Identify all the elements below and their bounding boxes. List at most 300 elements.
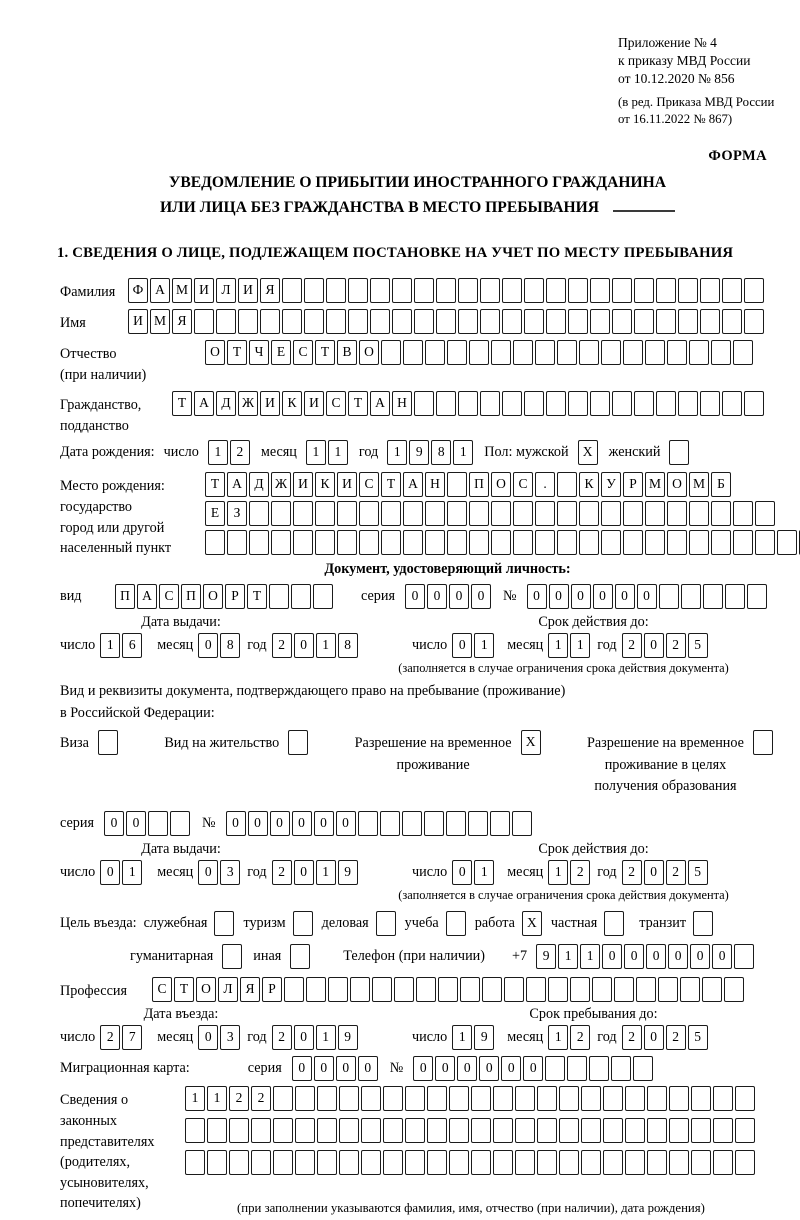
form-cell[interactable]: 2 <box>251 1086 271 1111</box>
form-cell[interactable]: П <box>469 472 489 497</box>
form-cell[interactable]: 1 <box>548 860 568 885</box>
form-cell[interactable]: 0 <box>104 811 124 836</box>
form-cell[interactable] <box>392 309 412 334</box>
form-cell[interactable] <box>380 811 400 836</box>
form-cell[interactable]: О <box>491 472 511 497</box>
form-cell[interactable] <box>515 1118 535 1143</box>
form-cell[interactable] <box>524 391 544 416</box>
birthplace-cells-row1[interactable] <box>205 472 800 497</box>
form-cell[interactable] <box>273 1118 293 1143</box>
form-cell[interactable] <box>502 278 522 303</box>
form-cell[interactable] <box>689 501 709 526</box>
form-cell[interactable]: 0 <box>549 584 569 609</box>
birthplace-cells-row2[interactable] <box>205 501 800 526</box>
profession-cells[interactable] <box>152 977 746 1002</box>
form-cell[interactable] <box>568 391 588 416</box>
purpose-tourism-checkbox[interactable] <box>293 911 313 936</box>
form-cell[interactable] <box>284 977 304 1002</box>
form-cell[interactable] <box>271 530 291 555</box>
form-cell[interactable] <box>471 1118 491 1143</box>
form-cell[interactable] <box>414 278 434 303</box>
form-cell[interactable] <box>425 501 445 526</box>
form-cell[interactable]: . <box>535 472 555 497</box>
form-cell[interactable] <box>711 340 731 365</box>
form-cell[interactable]: 0 <box>294 860 314 885</box>
form-cell[interactable] <box>313 584 333 609</box>
form-cell[interactable] <box>326 278 346 303</box>
form-cell[interactable]: Т <box>227 340 247 365</box>
form-cell[interactable]: 2 <box>570 860 590 885</box>
option-residence-permit-checkbox[interactable] <box>288 730 308 755</box>
form-cell[interactable] <box>436 278 456 303</box>
form-cell[interactable] <box>361 1118 381 1143</box>
form-cell[interactable] <box>358 811 378 836</box>
form-cell[interactable] <box>713 1118 733 1143</box>
expiry-year-cells[interactable] <box>622 633 710 658</box>
form-cell[interactable] <box>317 1086 337 1111</box>
form-cell[interactable]: А <box>194 391 214 416</box>
form-cell[interactable]: А <box>403 472 423 497</box>
form-cell[interactable] <box>645 340 665 365</box>
doc-series-cells[interactable] <box>405 584 493 609</box>
form-cell[interactable] <box>359 530 379 555</box>
form-cell[interactable]: 0 <box>501 1056 521 1081</box>
form-cell[interactable] <box>449 1118 469 1143</box>
form-cell[interactable]: 0 <box>270 811 290 836</box>
form-cell[interactable]: 2 <box>229 1086 249 1111</box>
form-cell[interactable] <box>227 530 247 555</box>
form-cell[interactable]: 8 <box>220 633 240 658</box>
form-cell[interactable] <box>403 340 423 365</box>
form-cell[interactable]: 1 <box>387 440 407 465</box>
form-cell[interactable] <box>348 309 368 334</box>
representatives-cells-row2[interactable] <box>185 1118 757 1143</box>
form-cell[interactable]: 0 <box>358 1056 378 1081</box>
purpose-study-checkbox[interactable] <box>446 911 466 936</box>
doc-number-cells[interactable] <box>527 584 769 609</box>
birth-day-cells[interactable] <box>208 440 252 465</box>
form-cell[interactable]: 2 <box>272 860 292 885</box>
form-cell[interactable]: 0 <box>452 633 472 658</box>
residence-expiry-day-cells[interactable] <box>452 860 496 885</box>
form-cell[interactable]: Т <box>174 977 194 1002</box>
form-cell[interactable] <box>482 977 502 1002</box>
form-cell[interactable]: 1 <box>208 440 228 465</box>
form-cell[interactable] <box>645 530 665 555</box>
form-cell[interactable] <box>205 530 225 555</box>
form-cell[interactable] <box>601 340 621 365</box>
form-cell[interactable] <box>755 501 775 526</box>
form-cell[interactable]: 2 <box>100 1025 120 1050</box>
form-cell[interactable] <box>293 501 313 526</box>
form-cell[interactable]: П <box>181 584 201 609</box>
form-cell[interactable]: 1 <box>185 1086 205 1111</box>
form-cell[interactable] <box>647 1086 667 1111</box>
form-cell[interactable] <box>557 501 577 526</box>
option-temp-residence-education-checkbox[interactable] <box>753 730 773 755</box>
residence-issue-month-cells[interactable] <box>198 860 242 885</box>
form-cell[interactable] <box>416 977 436 1002</box>
form-cell[interactable]: К <box>315 472 335 497</box>
form-cell[interactable] <box>557 340 577 365</box>
form-cell[interactable] <box>304 309 324 334</box>
form-cell[interactable] <box>273 1086 293 1111</box>
form-cell[interactable]: Я <box>172 309 192 334</box>
form-cell[interactable] <box>381 501 401 526</box>
form-cell[interactable]: М <box>645 472 665 497</box>
form-cell[interactable] <box>568 309 588 334</box>
form-cell[interactable]: 0 <box>712 944 732 969</box>
form-cell[interactable]: Б <box>711 472 731 497</box>
form-cell[interactable] <box>458 309 478 334</box>
form-cell[interactable] <box>185 1118 205 1143</box>
form-cell[interactable] <box>392 278 412 303</box>
entry-year-cells[interactable] <box>272 1025 360 1050</box>
form-cell[interactable]: 1 <box>548 1025 568 1050</box>
form-cell[interactable]: 0 <box>452 860 472 885</box>
form-cell[interactable] <box>667 501 687 526</box>
form-cell[interactable] <box>260 309 280 334</box>
form-cell[interactable]: 3 <box>220 860 240 885</box>
form-cell[interactable] <box>678 278 698 303</box>
residence-expiry-year-cells[interactable] <box>622 860 710 885</box>
form-cell[interactable] <box>513 530 533 555</box>
form-cell[interactable]: 1 <box>452 1025 472 1050</box>
form-cell[interactable] <box>512 811 532 836</box>
form-cell[interactable] <box>656 391 676 416</box>
form-cell[interactable] <box>370 278 390 303</box>
form-cell[interactable] <box>361 1086 381 1111</box>
form-cell[interactable]: 1 <box>548 633 568 658</box>
form-cell[interactable] <box>295 1118 315 1143</box>
form-cell[interactable]: 0 <box>615 584 635 609</box>
form-cell[interactable] <box>537 1118 557 1143</box>
form-cell[interactable]: 0 <box>457 1056 477 1081</box>
form-cell[interactable]: К <box>579 472 599 497</box>
form-cell[interactable] <box>491 501 511 526</box>
purpose-official-checkbox[interactable] <box>214 911 234 936</box>
form-cell[interactable] <box>317 1118 337 1143</box>
form-cell[interactable] <box>581 1118 601 1143</box>
form-cell[interactable] <box>447 501 467 526</box>
form-cell[interactable]: 0 <box>198 1025 218 1050</box>
form-cell[interactable]: 0 <box>644 633 664 658</box>
form-cell[interactable] <box>372 977 392 1002</box>
form-cell[interactable]: 0 <box>427 584 447 609</box>
form-cell[interactable]: А <box>137 584 157 609</box>
form-cell[interactable]: Л <box>218 977 238 1002</box>
form-cell[interactable] <box>251 1118 271 1143</box>
form-cell[interactable]: Ж <box>238 391 258 416</box>
form-cell[interactable] <box>480 278 500 303</box>
mc-series-cells[interactable] <box>292 1056 380 1081</box>
form-cell[interactable]: 0 <box>471 584 491 609</box>
form-cell[interactable] <box>581 1086 601 1111</box>
form-cell[interactable]: 0 <box>646 944 666 969</box>
form-cell[interactable] <box>339 1086 359 1111</box>
stay-month-cells[interactable] <box>548 1025 592 1050</box>
form-cell[interactable] <box>249 530 269 555</box>
form-cell[interactable] <box>348 278 368 303</box>
form-cell[interactable]: 0 <box>527 584 547 609</box>
form-cell[interactable]: Е <box>271 340 291 365</box>
form-cell[interactable]: 9 <box>409 440 429 465</box>
form-cell[interactable]: 1 <box>316 1025 336 1050</box>
surname-cells[interactable] <box>128 278 766 303</box>
issue-day-cells[interactable] <box>100 633 144 658</box>
form-cell[interactable]: С <box>326 391 346 416</box>
form-cell[interactable]: 5 <box>688 860 708 885</box>
form-cell[interactable] <box>469 530 489 555</box>
form-cell[interactable]: Д <box>249 472 269 497</box>
form-cell[interactable]: 2 <box>666 860 686 885</box>
form-cell[interactable] <box>689 340 709 365</box>
form-cell[interactable] <box>513 501 533 526</box>
form-cell[interactable]: 0 <box>523 1056 543 1081</box>
form-cell[interactable] <box>590 309 610 334</box>
form-cell[interactable] <box>315 530 335 555</box>
form-cell[interactable]: 0 <box>292 811 312 836</box>
form-cell[interactable] <box>603 1086 623 1111</box>
form-cell[interactable]: И <box>293 472 313 497</box>
form-cell[interactable]: И <box>337 472 357 497</box>
form-cell[interactable] <box>735 1086 755 1111</box>
form-cell[interactable]: Т <box>247 584 267 609</box>
form-cell[interactable]: А <box>370 391 390 416</box>
form-cell[interactable] <box>304 278 324 303</box>
form-cell[interactable] <box>546 391 566 416</box>
form-cell[interactable] <box>427 1086 447 1111</box>
form-cell[interactable]: Р <box>262 977 282 1002</box>
form-cell[interactable] <box>733 530 753 555</box>
form-cell[interactable]: У <box>601 472 621 497</box>
form-cell[interactable]: Т <box>205 472 225 497</box>
form-cell[interactable] <box>502 309 522 334</box>
form-cell[interactable] <box>427 1118 447 1143</box>
stay-year-cells[interactable] <box>622 1025 710 1050</box>
purpose-transit-checkbox[interactable] <box>693 911 713 936</box>
birth-month-cells[interactable] <box>306 440 350 465</box>
form-cell[interactable] <box>667 530 687 555</box>
form-cell[interactable]: 0 <box>336 1056 356 1081</box>
form-cell[interactable] <box>678 309 698 334</box>
form-cell[interactable] <box>447 530 467 555</box>
form-cell[interactable]: 1 <box>580 944 600 969</box>
form-cell[interactable]: 0 <box>100 860 120 885</box>
form-cell[interactable]: 2 <box>272 633 292 658</box>
form-cell[interactable]: К <box>282 391 302 416</box>
form-cell[interactable] <box>446 811 466 836</box>
form-cell[interactable]: 1 <box>570 633 590 658</box>
form-cell[interactable] <box>559 1086 579 1111</box>
form-cell[interactable] <box>669 1086 689 1111</box>
form-cell[interactable]: М <box>150 309 170 334</box>
form-cell[interactable] <box>502 391 522 416</box>
form-cell[interactable]: 1 <box>207 1086 227 1111</box>
form-cell[interactable]: 9 <box>474 1025 494 1050</box>
form-cell[interactable] <box>238 309 258 334</box>
form-cell[interactable] <box>614 977 634 1002</box>
form-cell[interactable] <box>207 1118 227 1143</box>
form-cell[interactable] <box>734 944 754 969</box>
form-cell[interactable] <box>438 977 458 1002</box>
entry-day-cells[interactable] <box>100 1025 144 1050</box>
form-cell[interactable] <box>579 530 599 555</box>
form-cell[interactable] <box>526 977 546 1002</box>
form-cell[interactable] <box>339 1118 359 1143</box>
form-cell[interactable]: 9 <box>338 1025 358 1050</box>
form-cell[interactable]: 0 <box>226 811 246 836</box>
form-cell[interactable] <box>603 1118 623 1143</box>
form-cell[interactable] <box>725 584 745 609</box>
form-cell[interactable] <box>579 340 599 365</box>
option-temp-residence-checkbox[interactable]: X <box>521 730 541 755</box>
form-cell[interactable] <box>678 391 698 416</box>
form-cell[interactable]: Н <box>425 472 445 497</box>
form-cell[interactable] <box>524 309 544 334</box>
form-cell[interactable]: 0 <box>637 584 657 609</box>
residence-issue-day-cells[interactable] <box>100 860 144 885</box>
form-cell[interactable] <box>350 977 370 1002</box>
form-cell[interactable] <box>625 1118 645 1143</box>
form-cell[interactable] <box>269 584 289 609</box>
form-cell[interactable]: Д <box>216 391 236 416</box>
form-cell[interactable] <box>590 278 610 303</box>
form-cell[interactable] <box>735 1118 755 1143</box>
form-cell[interactable] <box>471 1086 491 1111</box>
form-cell[interactable] <box>460 977 480 1002</box>
form-cell[interactable] <box>148 811 168 836</box>
form-cell[interactable] <box>524 278 544 303</box>
form-cell[interactable] <box>282 309 302 334</box>
form-cell[interactable] <box>645 501 665 526</box>
form-cell[interactable]: 0 <box>602 944 622 969</box>
form-cell[interactable] <box>713 1086 733 1111</box>
form-cell[interactable] <box>611 1056 631 1081</box>
form-cell[interactable]: 2 <box>666 633 686 658</box>
form-cell[interactable] <box>711 501 731 526</box>
form-cell[interactable] <box>691 1086 711 1111</box>
form-cell[interactable]: 0 <box>624 944 644 969</box>
form-cell[interactable]: 0 <box>449 584 469 609</box>
form-cell[interactable] <box>744 391 764 416</box>
form-cell[interactable] <box>493 1118 513 1143</box>
form-cell[interactable]: Р <box>225 584 245 609</box>
form-cell[interactable] <box>579 501 599 526</box>
form-cell[interactable] <box>722 309 742 334</box>
form-cell[interactable] <box>535 501 555 526</box>
sex-female-checkbox[interactable] <box>669 440 689 465</box>
form-cell[interactable]: М <box>172 278 192 303</box>
form-cell[interactable] <box>656 278 676 303</box>
form-cell[interactable] <box>733 501 753 526</box>
purpose-humanitarian-checkbox[interactable] <box>222 944 242 969</box>
form-cell[interactable] <box>700 309 720 334</box>
form-cell[interactable] <box>468 811 488 836</box>
form-cell[interactable] <box>636 977 656 1002</box>
form-cell[interactable] <box>315 501 335 526</box>
form-cell[interactable] <box>216 309 236 334</box>
form-cell[interactable] <box>681 584 701 609</box>
form-cell[interactable]: 6 <box>122 633 142 658</box>
form-cell[interactable]: 0 <box>294 633 314 658</box>
form-cell[interactable]: Е <box>205 501 225 526</box>
form-cell[interactable] <box>447 472 467 497</box>
form-cell[interactable] <box>370 309 390 334</box>
form-cell[interactable]: 0 <box>314 811 334 836</box>
form-cell[interactable] <box>402 811 422 836</box>
form-cell[interactable]: 0 <box>644 1025 664 1050</box>
form-cell[interactable] <box>405 1118 425 1143</box>
form-cell[interactable]: Т <box>172 391 192 416</box>
form-cell[interactable]: 0 <box>292 1056 312 1081</box>
form-cell[interactable]: Р <box>623 472 643 497</box>
form-cell[interactable] <box>680 977 700 1002</box>
form-cell[interactable]: 3 <box>220 1025 240 1050</box>
form-cell[interactable] <box>436 309 456 334</box>
form-cell[interactable]: 8 <box>338 633 358 658</box>
form-cell[interactable]: Л <box>216 278 236 303</box>
form-cell[interactable] <box>282 278 302 303</box>
form-cell[interactable]: 0 <box>198 633 218 658</box>
form-cell[interactable]: 1 <box>122 860 142 885</box>
form-cell[interactable]: 9 <box>536 944 556 969</box>
form-cell[interactable]: 1 <box>100 633 120 658</box>
issue-year-cells[interactable] <box>272 633 360 658</box>
form-cell[interactable] <box>623 501 643 526</box>
form-cell[interactable] <box>601 501 621 526</box>
form-cell[interactable] <box>722 391 742 416</box>
form-cell[interactable] <box>490 811 510 836</box>
form-cell[interactable] <box>425 340 445 365</box>
representatives-cells-row1[interactable] <box>185 1086 757 1111</box>
issue-month-cells[interactable] <box>198 633 242 658</box>
form-cell[interactable] <box>447 340 467 365</box>
form-cell[interactable]: 1 <box>474 860 494 885</box>
form-cell[interactable]: 1 <box>306 440 326 465</box>
form-cell[interactable] <box>623 340 643 365</box>
form-cell[interactable]: 0 <box>248 811 268 836</box>
form-cell[interactable] <box>383 1118 403 1143</box>
form-cell[interactable]: 2 <box>272 1025 292 1050</box>
form-cell[interactable] <box>733 340 753 365</box>
form-cell[interactable] <box>777 530 797 555</box>
form-cell[interactable] <box>589 1056 609 1081</box>
form-cell[interactable]: 0 <box>126 811 146 836</box>
form-cell[interactable]: 5 <box>688 1025 708 1050</box>
form-cell[interactable]: 2 <box>230 440 250 465</box>
form-cell[interactable]: О <box>205 340 225 365</box>
form-cell[interactable]: А <box>227 472 247 497</box>
form-cell[interactable] <box>458 278 478 303</box>
form-cell[interactable]: О <box>667 472 687 497</box>
form-cell[interactable]: Т <box>381 472 401 497</box>
citizenship-cells[interactable] <box>172 391 766 416</box>
form-cell[interactable] <box>557 472 577 497</box>
form-cell[interactable] <box>601 530 621 555</box>
form-cell[interactable]: 2 <box>622 633 642 658</box>
form-cell[interactable]: З <box>227 501 247 526</box>
form-cell[interactable] <box>747 584 767 609</box>
form-cell[interactable] <box>229 1118 249 1143</box>
form-cell[interactable] <box>744 278 764 303</box>
form-cell[interactable] <box>625 1086 645 1111</box>
form-cell[interactable] <box>647 1118 667 1143</box>
form-cell[interactable]: С <box>152 977 172 1002</box>
form-cell[interactable] <box>703 584 723 609</box>
form-cell[interactable] <box>634 309 654 334</box>
form-cell[interactable]: Ж <box>271 472 291 497</box>
